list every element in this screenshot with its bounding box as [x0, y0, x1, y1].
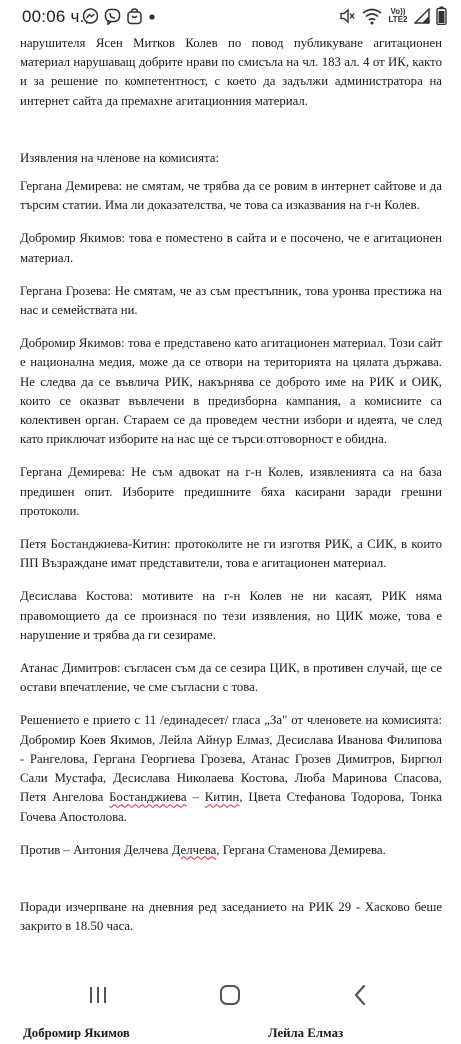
- notification-icons: [82, 8, 156, 25]
- spellcheck-word: Бостанджиева: [109, 790, 187, 805]
- statement-paragraph: Добромир Якимов: това е поместено в сайта и е посочено, че е агитационен материал.: [20, 231, 442, 265]
- statement-paragraph: Добромир Якимов: това е представено като агитационен материал. Този сайт е национална медия, може да се отвори на територията на цялата държава. Не следва да се въвлича РИК, накърнява се доброто име на РИК и ОИК, които се оказват въвлечени в предизборна кампания, а комисиите са колективен орган. Стараем се да проведем честни избори и идеята, че след като приключат изборите на нас ще се търси отговорност е обидна.: [20, 336, 442, 447]
- mute-icon: [338, 7, 356, 25]
- statement-paragraph: Десислава Костова: мотивите на г-н Колев не ни касаят, РИК няма правомощието да се произнася по тези изявления, но ЦИК може, това е нарушение и трябва да ги сезираме.: [20, 589, 442, 642]
- system-icons: [338, 6, 447, 25]
- secretary-name: Лейла Елмаз: [268, 1026, 344, 1041]
- lte-label: LTE2: [388, 14, 408, 24]
- recent-apps-icon: [87, 985, 109, 1005]
- signature-names-row: [20, 1024, 442, 1043]
- viber-icon: [104, 8, 121, 25]
- against-prefix: Против – Антония Делчева: [20, 842, 172, 857]
- home-button[interactable]: [210, 980, 250, 1010]
- statements-heading: Изявления на членове на комисията:: [20, 150, 220, 165]
- lte-signal-icon: [388, 8, 408, 24]
- dot-icon: [148, 13, 156, 21]
- against-paragraph: [20, 841, 442, 860]
- status-time: 00:06 ч.: [22, 7, 85, 26]
- recent-apps-button[interactable]: [78, 980, 118, 1010]
- wifi-icon: [362, 7, 382, 25]
- statement-paragraph: Атанас Димитров: съгласен съм да се сезира ЦИК, в противен случай, ще се остави впечатление, че сме съгласни с това.: [20, 661, 442, 695]
- statement-paragraph: Гергана Демирева: Не съм адвокат на г-н Колев, изявленията са на база предишен опит. Изборите предишните бяха касирани заради грешни протоколи.: [20, 465, 442, 518]
- home-icon: [219, 984, 241, 1006]
- spellcheck-word: Делчева: [171, 842, 217, 857]
- document-body: [20, 34, 442, 1043]
- statement-paragraph: Гергана Грозева: Не смятам, че аз съм престъпник, това уронва престижа на нас и семействата ни.: [20, 283, 442, 318]
- chairman-name: Добромир Якимов: [23, 1026, 130, 1041]
- decision-paragraph: [20, 711, 442, 826]
- back-button[interactable]: [340, 980, 380, 1010]
- store-icon: [126, 8, 143, 25]
- against-suffix: , Гергана Стаменова Демирева.: [216, 842, 386, 857]
- decision-dash: –: [186, 790, 199, 805]
- back-icon: [353, 984, 367, 1006]
- statement-paragraph: Петя Бостанджиева-Китин: протоколите не ги изготвя РИК, а СИК, в които ПП Възраждане имат представители, това е агитационен материал.: [20, 537, 442, 571]
- status-bar: [0, 0, 461, 34]
- closing-paragraph: Поради изчерпване на дневния ред заседанието на РИК 29 - Хасково беше закрито в 18.50 часа.: [20, 899, 442, 934]
- intro-paragraph: нарушителя Ясен Митков Колев по повод публикуване агитационен материал нарушаващ добрите нрави по смисъла на чл. 183 ал. 4 от ИК, както и за решение по компетентност, с което да задължи администратора на интернет сайта да премахне агитационния материал.: [20, 36, 442, 108]
- battery-icon: [436, 6, 447, 25]
- messenger-icon: [82, 8, 99, 25]
- spellcheck-word: Китин: [204, 790, 240, 805]
- navigation-bar: [0, 960, 461, 1024]
- volte-label: Vo)): [390, 6, 406, 16]
- decision-end: , Цвета Стефанова Тодорова, Тонка Гочева Апостолова.: [20, 790, 443, 824]
- signal-icon: [414, 8, 430, 24]
- statement-paragraph: Гергана Демирева: не смятам, че трябва да се ровим в интернет сайтове и да търсим статии. Има ли доказателства, че това са изказвания на г-н Колев.: [20, 179, 442, 213]
- decision-text: Решението е прието с 11 /единадесет/ гласа „За" от членовете на комисията: Добромир Коев Якимов, Лейла Айнур Елмаз, Десислава Иванова Филипова - Рангелова, Гергана Георгиева Грозева, Атанас Грозев Димитров, Биргюл Сали Мустафа, Десислава Николаева Костова, Люба Маринова Спасова, Петя Ангелова: [20, 713, 442, 805]
